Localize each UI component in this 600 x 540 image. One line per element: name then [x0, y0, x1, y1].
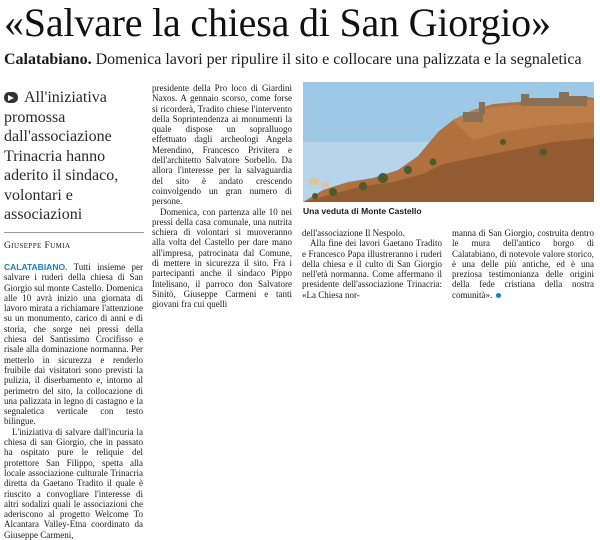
article-column-1: [4, 262, 143, 540]
article-column-4: [452, 228, 594, 300]
landscape-image: [303, 82, 594, 202]
byline: Giuseppe Fumia: [4, 241, 71, 251]
paragraph: Domenica, con partenza alle 10 nei pressi della casa comunale, una nutrita schiera di volontari si muoveranno alla volta del Castello per dare mano all'impresa, patrocinata dal Comune, di mettere in sicurezza il sito. Fra i partecipanti anche il sindaco Pippo Intelisano, il parroco don Salvatore Sinitò, Giuseppe Carmeni e tanti giovani fra cui quelli: [152, 206, 292, 310]
lead-place: CALATABIANO.: [4, 262, 68, 272]
paragraph: L'iniziativa di salvare dall'incuria la chiesa di san Giorgio, che in passato ha ospitato pure le reliquie del protettore San Filippo, spetta alla locale associazione culturale Trinacria diretta da Gaetano Tradito il quale è riuscito a convogliare l'interesse di altri sodalizi quali le associazioni che aderiscono al progetto Welcome To Alcantara Valley-Etna coordinato da Giuseppe Carmeni,: [4, 426, 143, 540]
subhead: [4, 50, 598, 70]
topic-text: All'iniziativa promossa dall'associazione Trinacria hanno aderito il sindaco, volontari e associazioni: [4, 89, 119, 223]
article-column-2: [152, 83, 292, 310]
photo-monte-castello: [303, 82, 594, 202]
subhead-place: Calatabiano.: [4, 51, 92, 68]
end-mark-icon: [496, 293, 501, 298]
headline: «Salvare la chiesa di San Giorgio»: [4, 0, 551, 45]
subhead-text: Domenica lavori per ripulire il sito e collocare una palizzata e la segnaletica: [91, 51, 582, 68]
paragraph: presidente della Pro loco di Giardini Naxos. A gennaio scorso, come forse si ricorderà, Tradito chiese l'intervento della Soprintendenza ai monumenti la quale dispose un sopralluogo effettuato dagli archeologi Angela Merendino, Francesco Privitera e dell'architetto Salvatore Sorbello. Da allora l'interesse per la salvaguardia del sito è andato crescendo coinvolgendo un gran numero di persone.: [152, 83, 292, 207]
paragraph: CALATABIANO. Tutti insieme per salvare i ruderi della chiesa di San Giorgio sul monte Castello. Domenica alle 10 avrà inizio una giornata di lavoro mirata a richiamare l'attenzione su un monumento, carico di anni e di storia, che sorge nei pressi della chiesa del Santissimo Crocifisso e risale alla dominazione normanna. Per metterlo in sicurezza e renderlo fruibile dai visitatori sono previsti la pulizia, il diserbamento e, intorno al perimetro del sito, la collocazione di una palizzata in legno di castagno e la segnaletica verticale con testo bilingue.: [4, 262, 143, 427]
paragraph: Alla fine dei lavori Gaetano Tradito e Francesco Papa illustreranno i ruderi della chiesa e il culto di San Giorgio nell'età normanna. Come affermano il presidente dell'associazione Trinacria: «La Chiesa nor-: [302, 238, 442, 300]
article-column-3: [302, 228, 442, 300]
divider: [4, 232, 144, 233]
paragraph: dell'associazione Il Nespolo.: [302, 228, 405, 238]
arrow-right-icon: [4, 92, 18, 103]
photo-caption: Una veduta di Monte Castello: [303, 206, 422, 216]
topic-summary: [4, 88, 144, 225]
paragraph: manna di San Giorgio, costruita dentro le mura dell'antico borgo di Calatabiano, di notevole valore storico, è una delle più antiche, ed è una preziosa testimonianza delle origini della fede cristiana della nostra comunità».: [452, 228, 594, 300]
